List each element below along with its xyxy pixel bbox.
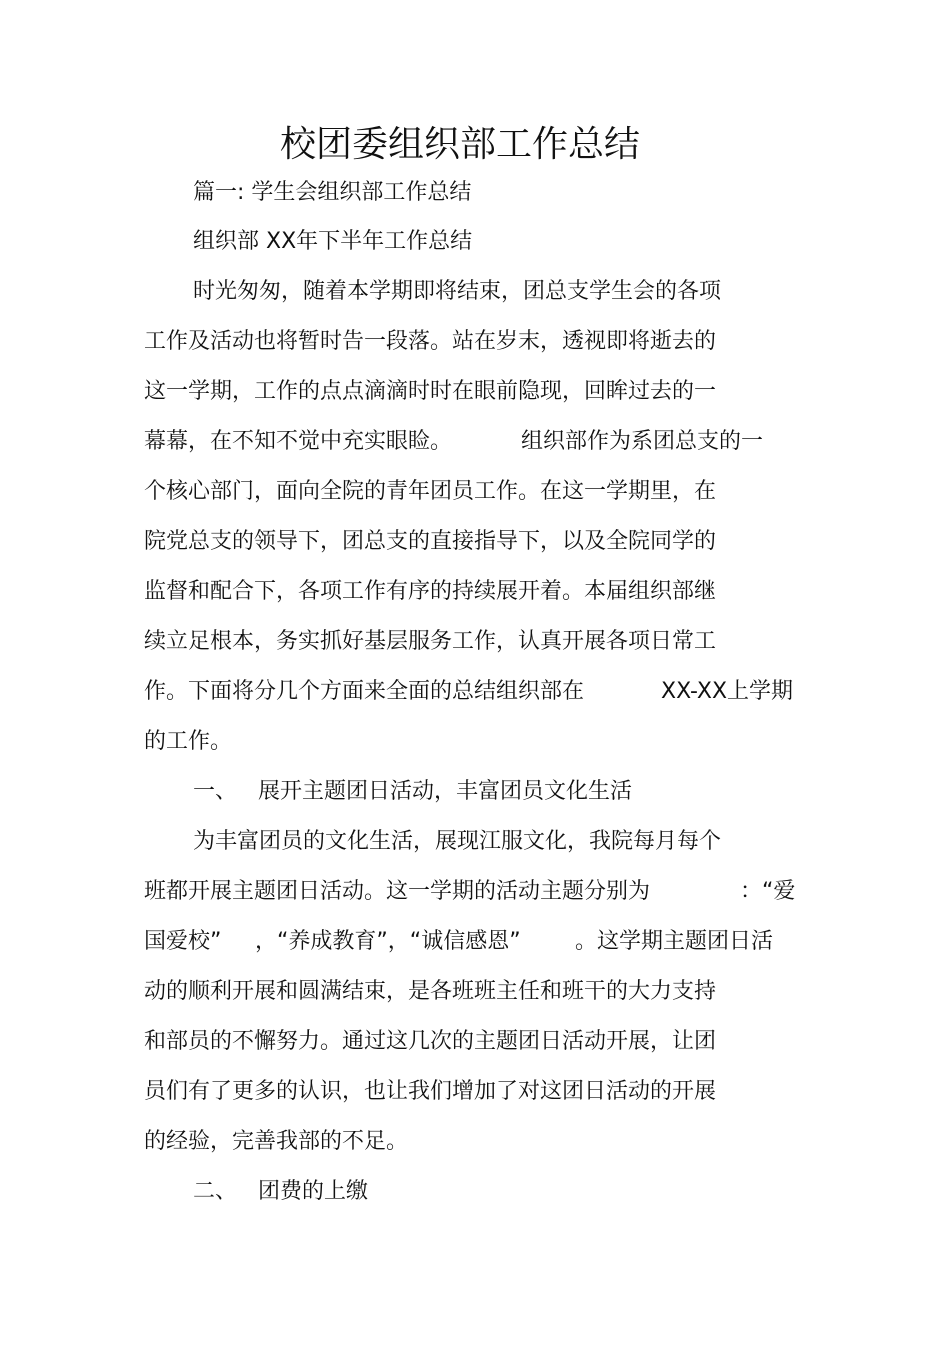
paragraph-line: 这一学期，工作的点点滴滴时时在眼前隐现，回眸过去的一 xyxy=(144,379,717,404)
paragraph-line: 的工作。 xyxy=(144,729,233,754)
paragraph-line: 院党总支的领导下，团总支的直接指导下，以及全院同学的 xyxy=(144,529,717,554)
section-number-one: 一、 xyxy=(193,779,238,804)
paragraph-line: 作。下面将分几个方面来全面的总结组织部在 xyxy=(144,679,585,704)
paragraph-line: 工作及活动也将暂时告一段落。站在岁末，透视即将逝去的 xyxy=(144,329,717,354)
section-heading-one: 展开主题团日活动，丰富团员文化生活 xyxy=(258,779,633,804)
paragraph-line: 和部员的不懈努力。通过这几次的主题团日活动开展，让团 xyxy=(144,1029,717,1054)
paragraph-line: 监督和配合下，各项工作有序的持续展开着。本届组织部继 xyxy=(144,579,717,604)
paragraph-line: 时光匆匆，随着本学期即将结束，团总支学生会的各项 xyxy=(193,279,722,304)
section-heading-two: 团费的上缴 xyxy=(258,1179,369,1204)
subheading-term-summary: 组织部 XX年下半年工作总结 xyxy=(193,229,473,254)
paragraph-line-fragment: ：“爱 xyxy=(740,879,796,904)
paragraph-line: 国爱校” xyxy=(144,929,222,954)
paragraph-line: 为丰富团员的文化生活，展现江服文化，我院每月每个 xyxy=(193,829,722,854)
paragraph-line-fragment: ，“养成教育”，“诚信感恩” xyxy=(255,929,521,954)
paragraph-line: 的经验，完善我部的不足。 xyxy=(144,1129,409,1154)
section-heading-part-one: 篇一: 学生会组织部工作总结 xyxy=(193,180,472,205)
paragraph-line: 班都开展主题团日活动。这一学期的活动主题分别为 xyxy=(144,879,651,904)
paragraph-line-fragment: XX-XX上学期 xyxy=(661,679,794,704)
paragraph-line: 个核心部门，面向全院的青年团员工作。在这一学期里，在 xyxy=(144,479,717,504)
paragraph-line-fragment: 。这学期主题团日活 xyxy=(575,929,774,954)
section-number-two: 二、 xyxy=(193,1179,238,1204)
paragraph-line-fragment: 组织部作为系团总支的一 xyxy=(521,429,764,454)
document-title: 校团委组织部工作总结 xyxy=(279,124,640,165)
paragraph-line: 幕幕，在不知不觉中充实眼睑。 xyxy=(144,429,453,454)
paragraph-line: 员们有了更多的认识，也让我们增加了对这团日活动的开展 xyxy=(144,1079,717,1104)
paragraph-line: 续立足根本，务实抓好基层服务工作，认真开展各项日常工 xyxy=(144,629,717,654)
paragraph-line: 动的顺利开展和圆满结束，是各班班主任和班干的大力支持 xyxy=(144,979,717,1004)
